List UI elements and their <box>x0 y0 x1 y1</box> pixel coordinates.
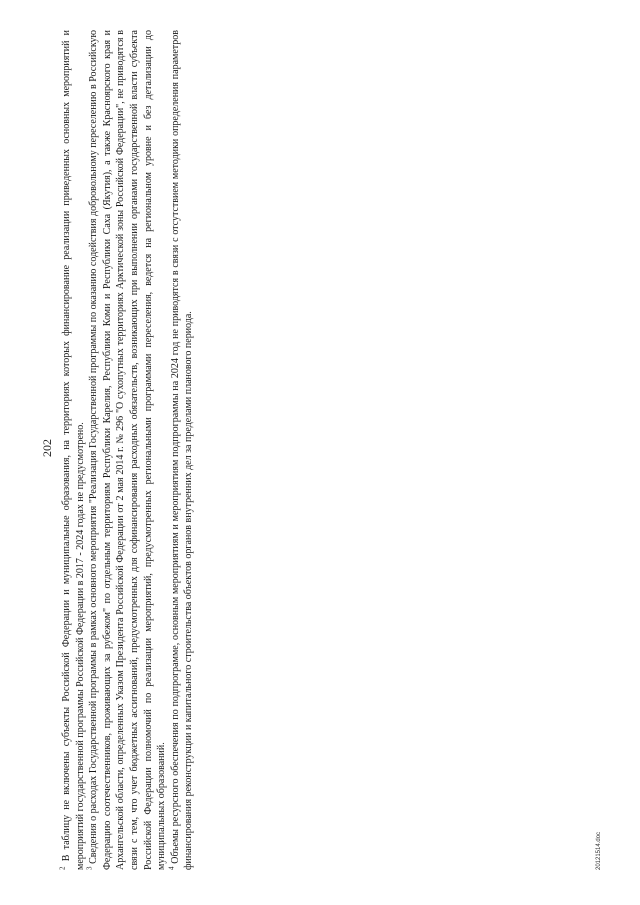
footnote-4 <box>169 30 196 870</box>
document-code: 20121514.doc <box>596 831 602 870</box>
footnote-2-text: В таблицу не включены субъекты Российской Федерации и муниципальные образования, на территориях которых финансирование реализации приведенных основных мероприятий и мероприятий государственной программы Российской Федерации в 2017 - 2024 годах не предусмотрено. <box>61 30 86 870</box>
footnote-3-text: Сведения о расходах Государственной программы в рамках основного мероприятия "Реализация Государственной программы по оказанию содействия добровольному переселению в Российскую Федерацию соотечественников, проживающих за рубежом" по отдельным территориям Республики Карелия, Республики Коми и Республики Саха (Якутия), а также Красноярского края и Архангельской области, определенных Указом Президента Российской Федерации от 2 мая 2014 г. № 296 "О сухопутных территориях Арктической зоны Российской Федерации", не приводятся в связи с тем, что учет бюджетных ассигнований, предусмотренных для софинансирования расходных обязательств, возникающих при выполнении органами государственной власти субъекта Российской Федерации полномочий по реализации мероприятий, предусмотренных региональными программами переселения, ведется на региональном уровне и без детализации до муниципальных образований. <box>88 29 168 870</box>
footnote-4-text: Объемы ресурсного обеспечения по подпрограмме, основным мероприятиям и мероприятиям подпрограммы на 2024 год не приводятся в связи с отсутствием методики определения параметров финансирования реконструкции и капитального строительства объектов органов внутренних дел за пределами планового периода. <box>169 30 195 870</box>
footnote-2-marker: 2 <box>58 866 67 870</box>
footnote-3-marker: 3 <box>85 866 94 870</box>
footnotes-block <box>60 30 260 870</box>
footnote-3 <box>87 30 169 870</box>
page-number: 202 <box>40 439 54 457</box>
footnote-2 <box>60 30 87 870</box>
footnote-4-marker: 4 <box>167 866 176 870</box>
